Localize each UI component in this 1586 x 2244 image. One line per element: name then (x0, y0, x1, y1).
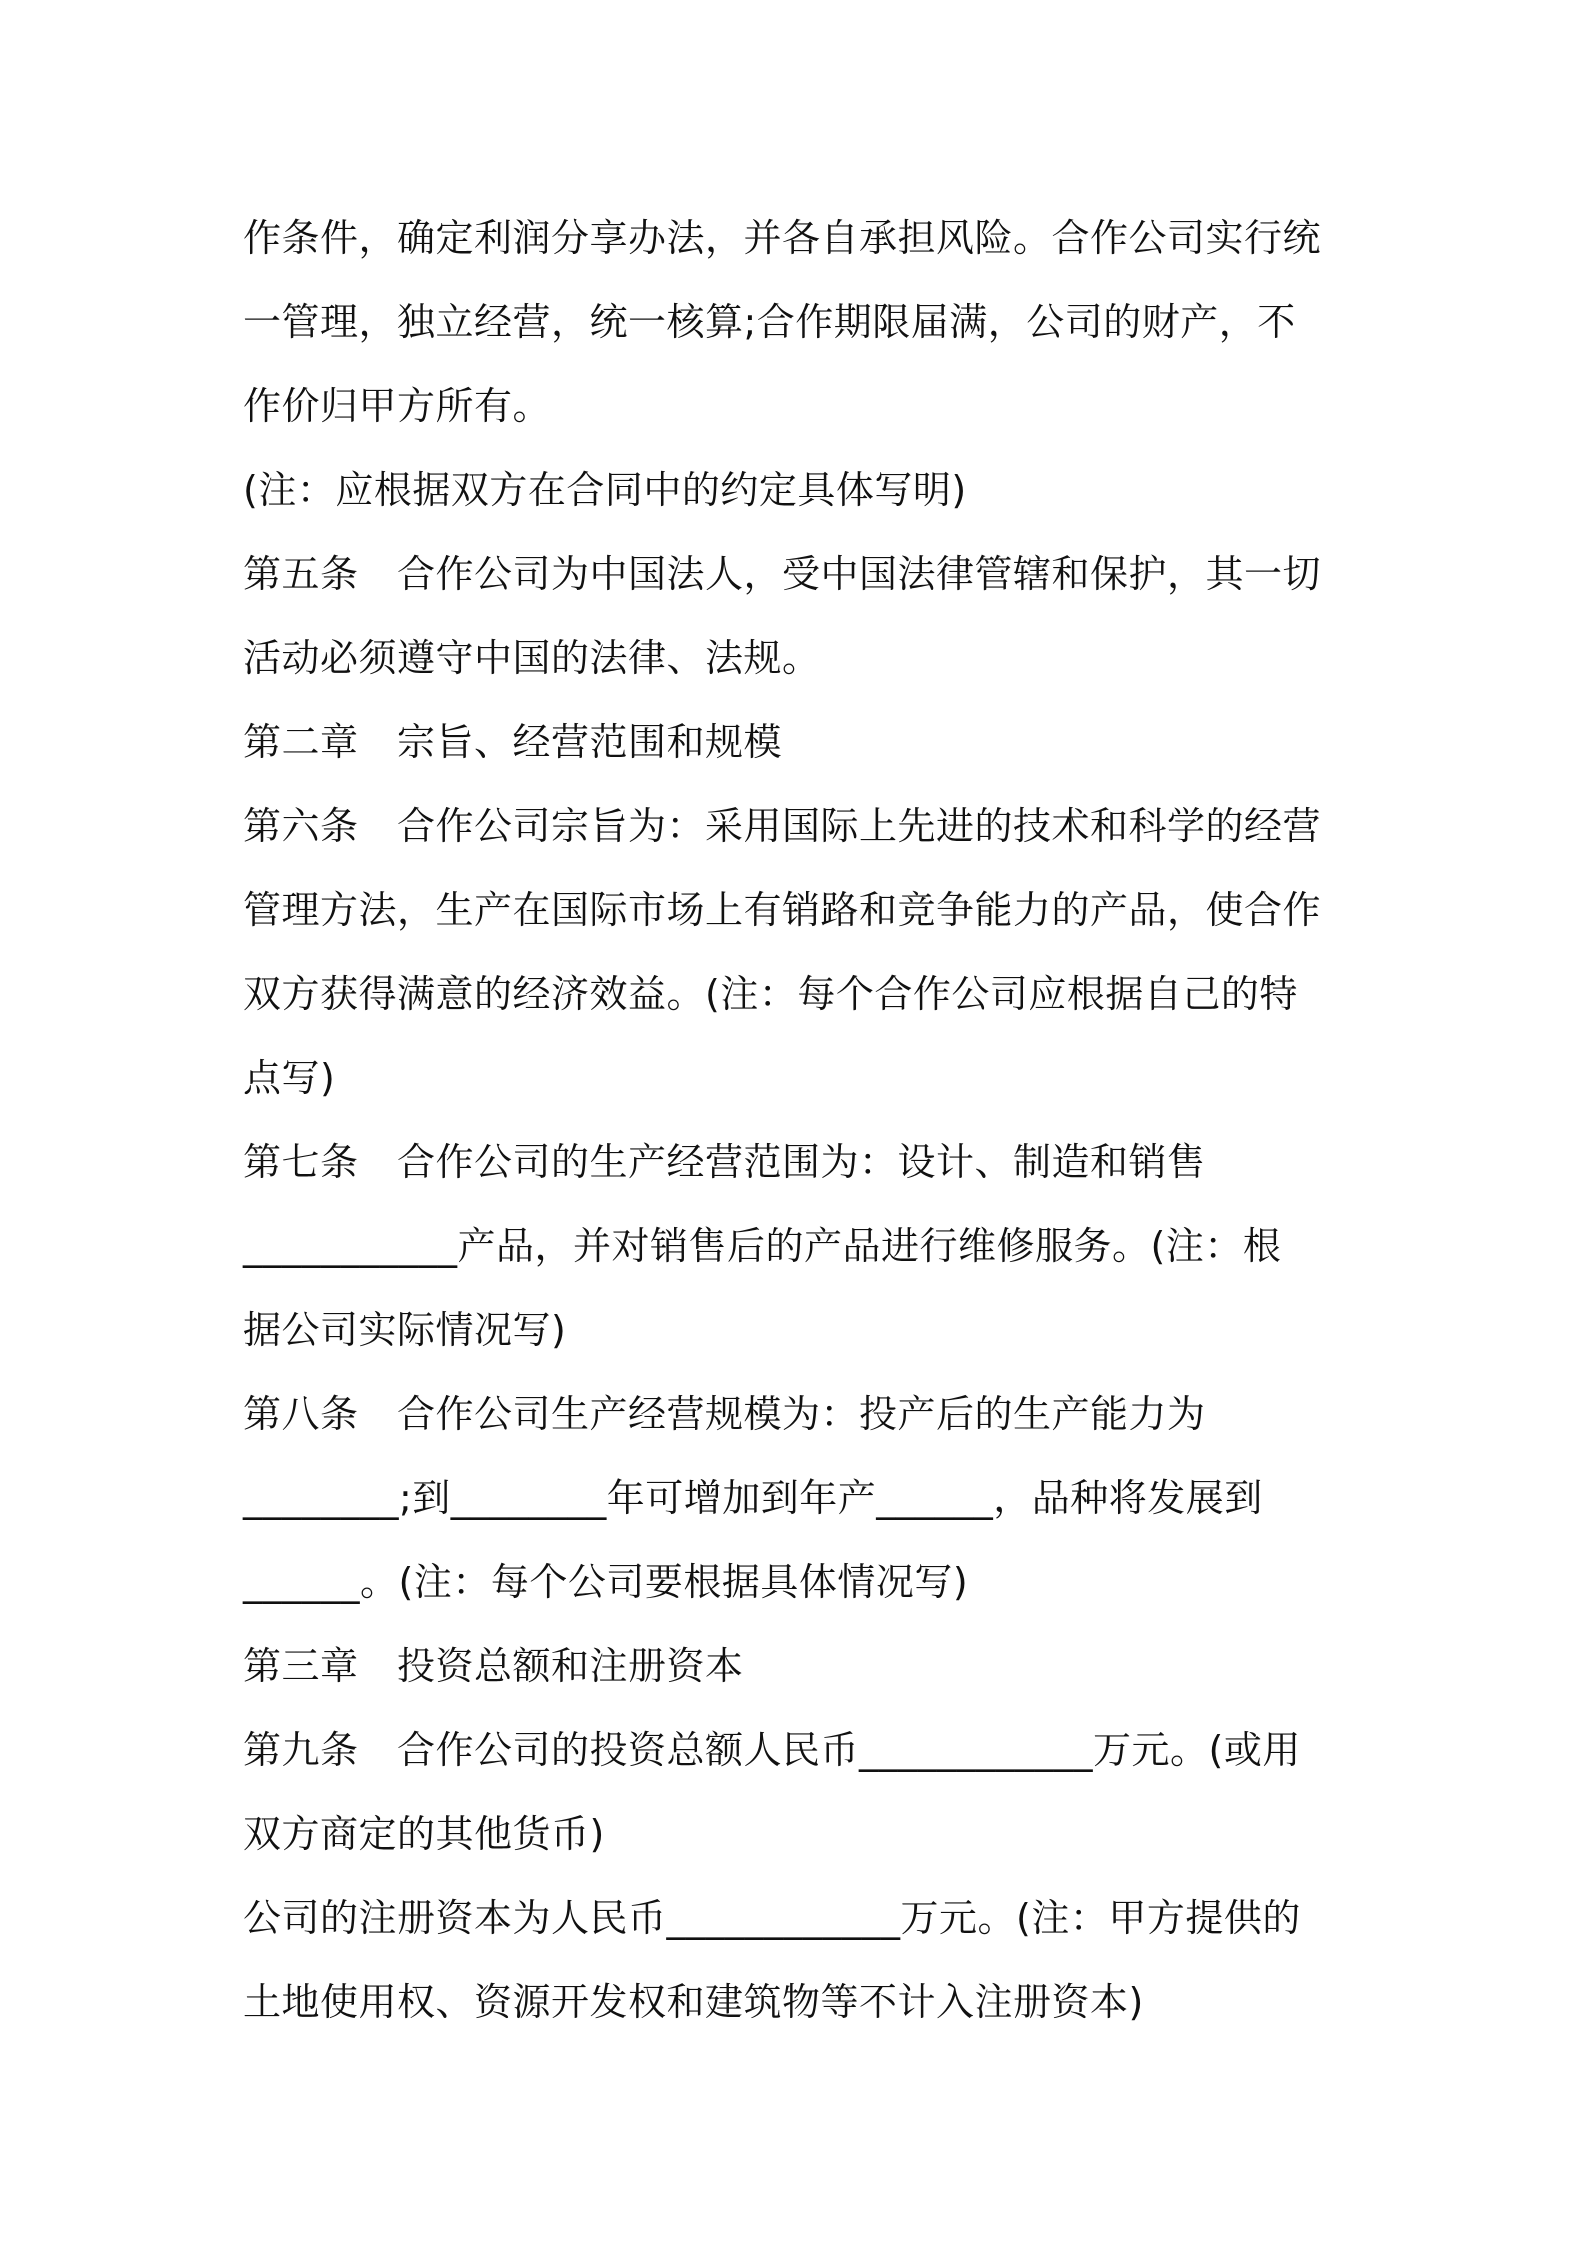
text-line: ___________产品，并对销售后的产品进行维修服务。(注：根 (243, 1224, 1282, 1268)
text-line: 第七条 合作公司的生产经营范围为：设计、制造和销售 (243, 1140, 1206, 1184)
text-line: 第九条 合作公司的投资总额人民币____________万元。(或用 (243, 1728, 1301, 1772)
text-line: 土地使用权、资源开发权和建筑物等不计入注册资本) (243, 1980, 1144, 2024)
text-line: 第八条 合作公司生产经营规模为：投产后的生产能力为 (243, 1392, 1206, 1436)
chapter-heading: 第三章 投资总额和注册资本 (243, 1644, 744, 1688)
text-line: 作条件，确定利润分享办法，并各自承担风险。合作公司实行统 (243, 216, 1322, 260)
text-line: ______。(注：每个公司要根据具体情况写) (243, 1560, 969, 1604)
text-line: 管理方法，生产在国际市场上有销路和竞争能力的产品，使合作 (243, 888, 1322, 932)
text-line: 公司的注册资本为人民币____________万元。(注：甲方提供的 (243, 1896, 1301, 1940)
text-line: 活动必须遵守中国的法律、法规。 (243, 636, 821, 680)
text-line: 第六条 合作公司宗旨为：采用国际上先进的技术和科学的经营 (243, 804, 1322, 848)
text-line: 双方获得满意的经济效益。(注：每个合作公司应根据自己的特 (243, 972, 1298, 1016)
text-line: (注：应根据双方在合同中的约定具体写明) (243, 468, 967, 512)
text-line: 点写) (243, 1056, 336, 1100)
text-line: 据公司实际情况写) (243, 1308, 567, 1352)
text-line: 双方商定的其他货币) (243, 1812, 605, 1856)
text-line: 一管理，独立经营，统一核算;合作期限届满，公司的财产，不 (243, 300, 1296, 344)
text-line: 作价归甲方所有。 (243, 384, 552, 428)
text-line: ________;到________年可增加到年产______，品种将发展到 (243, 1476, 1263, 1520)
document-page (243, 196, 1353, 2044)
chapter-heading: 第二章 宗旨、经营范围和规模 (243, 720, 783, 764)
text-line: 第五条 合作公司为中国法人，受中国法律管辖和保护，其一切 (243, 552, 1322, 596)
